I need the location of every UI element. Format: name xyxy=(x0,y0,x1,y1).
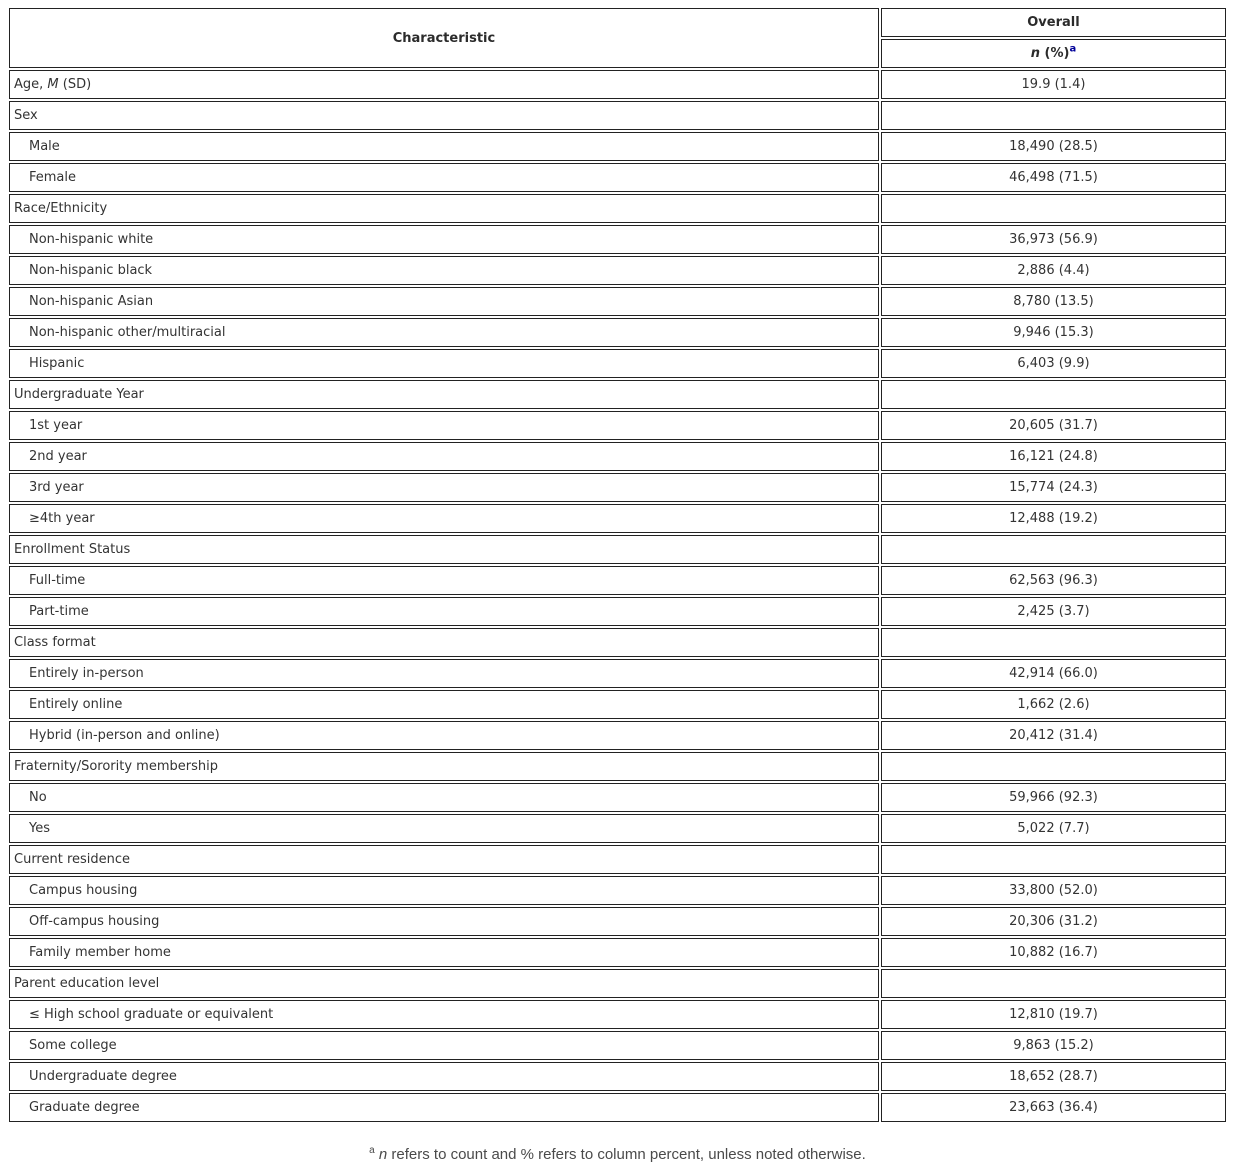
table-row xyxy=(9,349,1226,378)
value-cell: 10,882 (16.7) xyxy=(881,938,1226,967)
value-cell xyxy=(881,969,1226,998)
table-row xyxy=(9,380,1226,409)
table-row xyxy=(9,845,1226,874)
characteristic-cell: ≤ High school graduate or equivalent xyxy=(9,1000,879,1029)
table-row xyxy=(9,411,1226,440)
value-cell: 46,498 (71.5) xyxy=(881,163,1226,192)
table-row xyxy=(9,535,1226,564)
characteristic-cell: Non-hispanic white xyxy=(9,225,879,254)
characteristic-cell: Non-hispanic black xyxy=(9,256,879,285)
table-row xyxy=(9,442,1226,471)
table-row xyxy=(9,566,1226,595)
characteristic-cell: Age, M (SD) xyxy=(9,70,879,99)
characteristic-cell: Parent education level xyxy=(9,969,879,998)
table-row xyxy=(9,783,1226,812)
demographics-table xyxy=(7,6,1228,1124)
characteristic-cell: Non-hispanic other/multiracial xyxy=(9,318,879,347)
characteristic-cell: Yes xyxy=(9,814,879,843)
characteristic-cell: ≥4th year xyxy=(9,504,879,533)
value-cell xyxy=(881,752,1226,781)
n-italic: n xyxy=(1030,46,1040,61)
characteristic-cell: Entirely in-person xyxy=(9,659,879,688)
n-percent-header xyxy=(881,39,1226,68)
characteristic-cell: Female xyxy=(9,163,879,192)
table-row xyxy=(9,101,1226,130)
header-row-1 xyxy=(9,8,1226,37)
footnote-marker-link[interactable]: a xyxy=(1069,43,1077,55)
characteristic-cell: Campus housing xyxy=(9,876,879,905)
value-cell xyxy=(881,535,1226,564)
table-body xyxy=(9,70,1226,1122)
characteristic-cell: Male xyxy=(9,132,879,161)
characteristic-cell: Hispanic xyxy=(9,349,879,378)
value-cell xyxy=(881,380,1226,409)
table-row xyxy=(9,70,1226,99)
characteristic-cell: Race/Ethnicity xyxy=(9,194,879,223)
table-row xyxy=(9,194,1226,223)
table-row xyxy=(9,163,1226,192)
value-cell: 9,946 (15.3) xyxy=(881,318,1226,347)
characteristic-cell: Off-campus housing xyxy=(9,907,879,936)
characteristic-cell: Entirely online xyxy=(9,690,879,719)
table-row xyxy=(9,1031,1226,1060)
value-cell: 9,863 (15.2) xyxy=(881,1031,1226,1060)
table-row xyxy=(9,659,1226,688)
table-row xyxy=(9,1000,1226,1029)
footnote xyxy=(7,1145,1228,1163)
overall-header: Overall xyxy=(881,8,1226,37)
characteristic-cell: Current residence xyxy=(9,845,879,874)
value-cell: 19.9 (1.4) xyxy=(881,70,1226,99)
value-cell: 15,774 (24.3) xyxy=(881,473,1226,502)
table-row xyxy=(9,814,1226,843)
characteristic-cell: Hybrid (in-person and online) xyxy=(9,721,879,750)
value-cell: 5,022 (7.7) xyxy=(881,814,1226,843)
value-cell: 12,488 (19.2) xyxy=(881,504,1226,533)
characteristic-cell: Fraternity/Sorority membership xyxy=(9,752,879,781)
characteristic-cell: No xyxy=(9,783,879,812)
value-cell: 16,121 (24.8) xyxy=(881,442,1226,471)
table-row xyxy=(9,597,1226,626)
value-cell: 23,663 (36.4) xyxy=(881,1093,1226,1122)
table-row xyxy=(9,473,1226,502)
characteristic-header: Characteristic xyxy=(9,8,879,68)
value-cell: 2,425 (3.7) xyxy=(881,597,1226,626)
value-cell xyxy=(881,194,1226,223)
characteristic-cell: Family member home xyxy=(9,938,879,967)
characteristic-cell: Graduate degree xyxy=(9,1093,879,1122)
value-cell: 20,605 (31.7) xyxy=(881,411,1226,440)
table-row xyxy=(9,504,1226,533)
characteristic-cell: Part-time xyxy=(9,597,879,626)
table-row xyxy=(9,318,1226,347)
footnote-n-italic: n xyxy=(378,1146,388,1163)
table-row xyxy=(9,969,1226,998)
value-cell: 33,800 (52.0) xyxy=(881,876,1226,905)
table-row xyxy=(9,721,1226,750)
characteristic-cell: Sex xyxy=(9,101,879,130)
characteristic-cell: Non-hispanic Asian xyxy=(9,287,879,316)
characteristic-cell: 2nd year xyxy=(9,442,879,471)
table-row xyxy=(9,256,1226,285)
characteristic-cell: Some college xyxy=(9,1031,879,1060)
value-cell: 18,652 (28.7) xyxy=(881,1062,1226,1091)
table-row xyxy=(9,1062,1226,1091)
value-cell: 6,403 (9.9) xyxy=(881,349,1226,378)
table-row xyxy=(9,287,1226,316)
characteristic-cell: 1st year xyxy=(9,411,879,440)
characteristic-cell: Undergraduate degree xyxy=(9,1062,879,1091)
characteristic-cell: Full-time xyxy=(9,566,879,595)
value-cell: 8,780 (13.5) xyxy=(881,287,1226,316)
table-row xyxy=(9,225,1226,254)
table-row xyxy=(9,938,1226,967)
value-cell: 62,563 (96.3) xyxy=(881,566,1226,595)
value-cell xyxy=(881,845,1226,874)
value-cell: 1,662 (2.6) xyxy=(881,690,1226,719)
value-cell: 20,306 (31.2) xyxy=(881,907,1226,936)
footnote-marker: a xyxy=(369,1145,375,1156)
characteristic-cell: Undergraduate Year xyxy=(9,380,879,409)
characteristic-cell: 3rd year xyxy=(9,473,879,502)
footnote-text: refers to count and % refers to column percent, unless noted otherwise. xyxy=(387,1146,866,1163)
value-cell: 20,412 (31.4) xyxy=(881,721,1226,750)
table-row xyxy=(9,752,1226,781)
table-row xyxy=(9,628,1226,657)
value-cell: 36,973 (56.9) xyxy=(881,225,1226,254)
value-cell xyxy=(881,101,1226,130)
table-row xyxy=(9,907,1226,936)
value-cell xyxy=(881,628,1226,657)
characteristic-cell: Class format xyxy=(9,628,879,657)
table-row xyxy=(9,876,1226,905)
value-cell: 2,886 (4.4) xyxy=(881,256,1226,285)
table-row xyxy=(9,1093,1226,1122)
value-cell: 59,966 (92.3) xyxy=(881,783,1226,812)
table-row xyxy=(9,132,1226,161)
characteristic-cell: Enrollment Status xyxy=(9,535,879,564)
table-header xyxy=(9,8,1226,68)
value-cell: 18,490 (28.5) xyxy=(881,132,1226,161)
value-cell: 42,914 (66.0) xyxy=(881,659,1226,688)
value-cell: 12,810 (19.7) xyxy=(881,1000,1226,1029)
percent-label: (%) xyxy=(1040,46,1070,61)
table-row xyxy=(9,690,1226,719)
